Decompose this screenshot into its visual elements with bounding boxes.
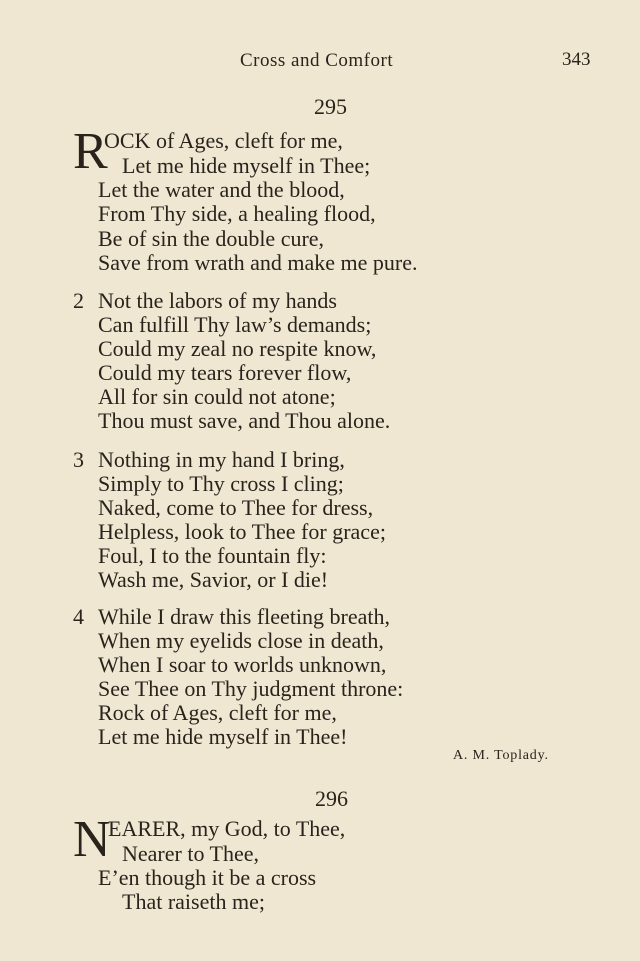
hymn-line: Could my zeal no respite know, — [98, 336, 377, 361]
hymn-number: 296 — [315, 786, 348, 811]
hymn-line: All for sin could not atone; — [98, 384, 336, 409]
hymn-line: EARER, my God, to Thee, — [108, 816, 346, 841]
hymn-line: Rock of Ages, cleft for me, — [98, 700, 337, 725]
hymn-line: That raiseth me; — [122, 889, 265, 914]
hymn-line: When I soar to worlds unknown, — [98, 652, 387, 677]
hymn-line: Save from wrath and make me pure. — [98, 250, 418, 275]
hymn-line: From Thy side, a healing flood, — [98, 201, 376, 226]
hymn-line: Thou must save, and Thou alone. — [98, 408, 391, 433]
hymn-line: E’en though it be a cross — [98, 865, 317, 890]
hymn-line: Can fulfill Thy law’s demands; — [98, 312, 372, 337]
hymn-line: Foul, I to the fountain fly: — [98, 543, 327, 568]
hymn-line: Let me hide myself in Thee! — [98, 724, 348, 749]
hymn-line: OCK of Ages, cleft for me, — [104, 128, 343, 153]
hymn-line: Be of sin the double cure, — [98, 226, 325, 251]
verse-number: 3 — [73, 447, 84, 472]
hymn-line: Wash me, Savior, or I die! — [98, 567, 329, 592]
hymn-line: When my eyelids close in death, — [98, 628, 384, 653]
verse-number: 4 — [73, 604, 84, 629]
hymn-line: Helpless, look to Thee for grace; — [98, 519, 386, 544]
drop-cap: N — [73, 811, 111, 868]
hymn-line: Let me hide myself in Thee; — [122, 153, 371, 178]
verse-number: 2 — [73, 288, 84, 313]
hymn-number: 295 — [314, 94, 347, 119]
drop-cap: R — [73, 123, 108, 180]
hymn-line: Naked, come to Thee for dress, — [98, 495, 374, 520]
page-number: 343 — [562, 49, 591, 70]
hymn-line: While I draw this fleeting breath, — [98, 604, 391, 629]
hymn-line: Nearer to Thee, — [122, 841, 260, 866]
hymn-line: Nothing in my hand I bring, — [98, 447, 345, 472]
hymn-line: Simply to Thy cross I cling; — [98, 471, 344, 496]
hymn-line: Not the labors of my hands — [98, 288, 337, 313]
hymn-attribution: A. M. Toplady. — [453, 748, 549, 763]
hymn-line: Let the water and the blood, — [98, 177, 345, 202]
section-title: Cross and Comfort — [240, 50, 394, 71]
hymn-line: Could my tears forever flow, — [98, 360, 352, 385]
hymn-line: See Thee on Thy judgment throne: — [98, 676, 404, 701]
